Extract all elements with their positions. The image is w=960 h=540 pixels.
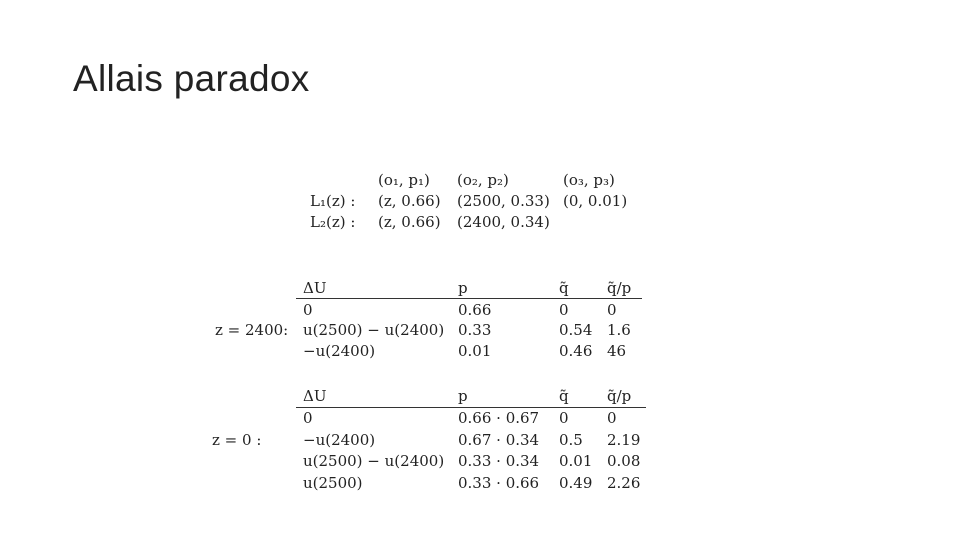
lottery-cell: (2500, 0.33) (457, 192, 550, 210)
lottery-cell: (2400, 0.34) (457, 213, 550, 231)
table-cell: 0.33 · 0.66 (458, 474, 540, 492)
table-header-p: p (458, 279, 468, 297)
table-cell: 0 (607, 409, 617, 427)
table-rule (296, 298, 642, 299)
condition-label: z = 0 : (212, 431, 262, 449)
lottery-header-3: (o₃, p₃) (563, 171, 615, 189)
table-cell: 0.33 (458, 321, 492, 339)
table-header-q-over-p: q̃/p (607, 387, 632, 405)
table-header-q-over-p: q̃/p (607, 279, 632, 297)
lottery-row-label: L₂(z) : (310, 213, 356, 231)
lottery-header-1: (o₁, p₁) (378, 171, 430, 189)
table-cell: 0 (303, 409, 313, 427)
table-header-delta-u: ΔU (303, 387, 327, 405)
table-header-delta-u: ΔU (303, 279, 327, 297)
table-cell: 0.49 (559, 474, 593, 492)
lottery-cell: (z, 0.66) (378, 192, 441, 210)
table-cell: 0 (559, 409, 569, 427)
table-cell: 0.01 (559, 452, 593, 470)
table-cell: 0 (559, 301, 569, 319)
slide-title: Allais paradox (73, 58, 310, 99)
table-cell: u(2500) (303, 474, 363, 492)
table-cell: −u(2400) (303, 431, 376, 449)
table-cell: u(2500) − u(2400) (303, 452, 445, 470)
table-cell: 0 (607, 301, 617, 319)
table-rule (296, 407, 646, 408)
table-cell: −u(2400) (303, 342, 376, 360)
table-cell: 0.5 (559, 431, 583, 449)
table-cell: 0 (303, 301, 313, 319)
table-cell: 2.26 (607, 474, 641, 492)
table-cell: 0.66 · 0.67 (458, 409, 540, 427)
lottery-cell: (0, 0.01) (563, 192, 628, 210)
table-cell: 0.01 (458, 342, 492, 360)
table-cell: u(2500) − u(2400) (303, 321, 445, 339)
table-cell: 0.67 · 0.34 (458, 431, 540, 449)
table-cell: 2.19 (607, 431, 641, 449)
table-cell: 0.54 (559, 321, 593, 339)
table-header-q: q̃ (559, 387, 569, 405)
table-cell: 0.33 · 0.34 (458, 452, 540, 470)
condition-label: z = 2400: (215, 321, 289, 339)
table-cell: 0.08 (607, 452, 641, 470)
lottery-row-label: L₁(z) : (310, 192, 356, 210)
table-cell: 0.66 (458, 301, 492, 319)
table-cell: 46 (607, 342, 627, 360)
lottery-header-2: (o₂, p₂) (457, 171, 509, 189)
lottery-cell: (z, 0.66) (378, 213, 441, 231)
table-cell: 0.46 (559, 342, 593, 360)
table-cell: 1.6 (607, 321, 631, 339)
table-header-q: q̃ (559, 279, 569, 297)
table-header-p: p (458, 387, 468, 405)
